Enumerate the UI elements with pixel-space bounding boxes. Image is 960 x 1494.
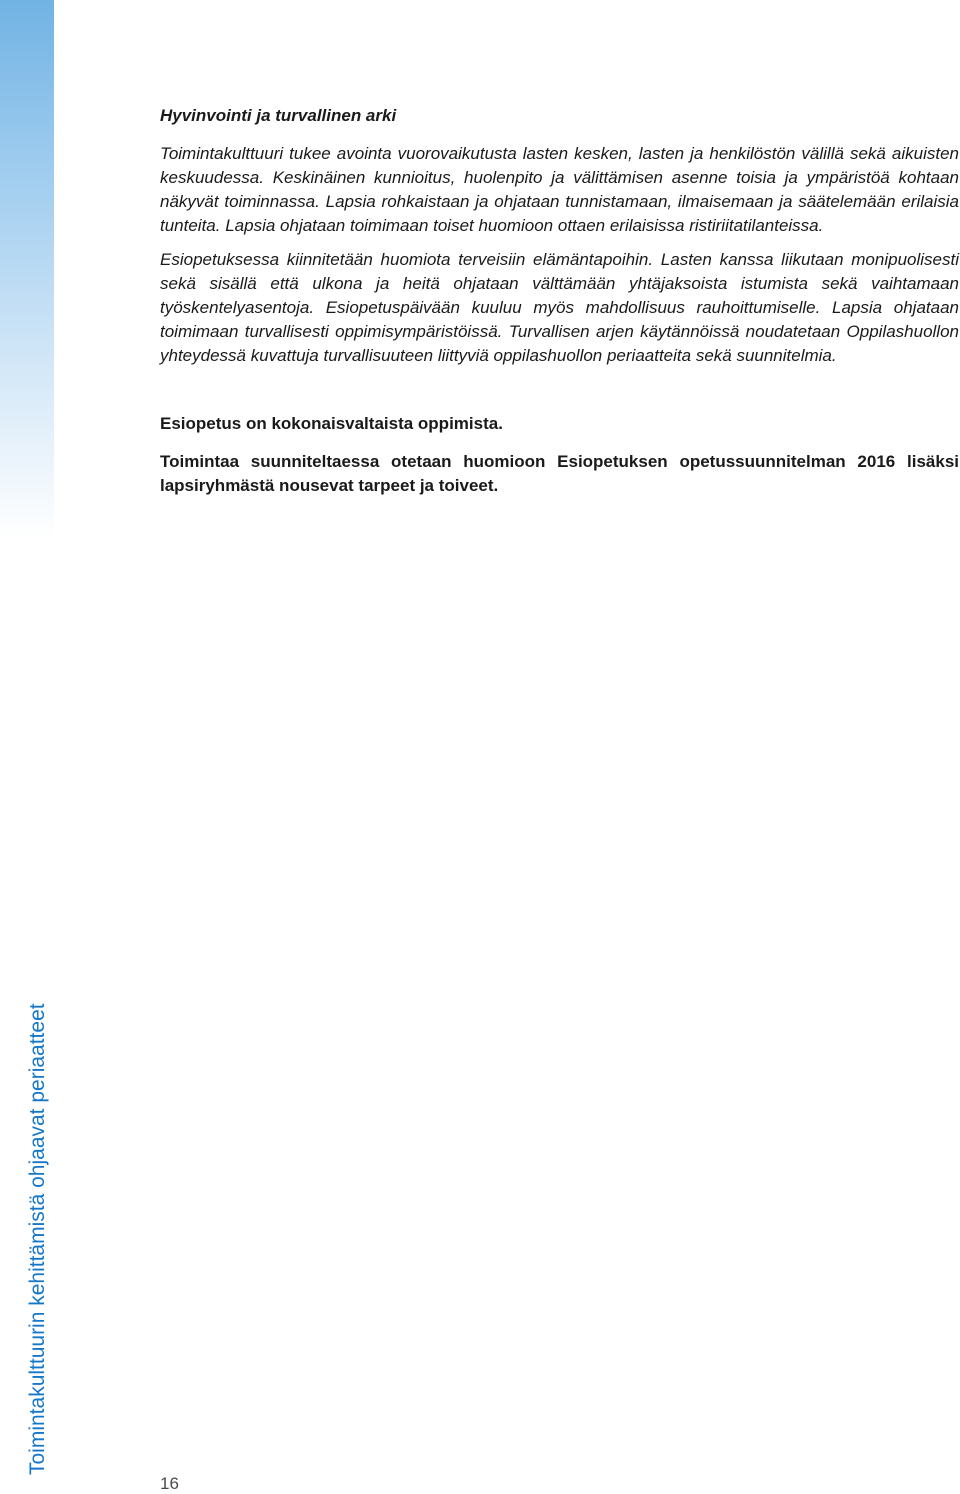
paragraph-healthy-lifestyle: Esiopetuksessa kiinnitetään huomiota terveisiin elämäntapoihin. Lasten kanssa liikutaan monipuolisesti sekä sisällä että ulkona ja heitä ohjataan välttämään yhtäjaksoista istumista sekä vaihtamaan työskentelyasentoja. Esiopetuspäivään kuuluu myös mahdollisuus rauhoittumiselle. Lapsia ohjataan toimimaan turvallisesti oppimisympäristöissä. Turvallisen arjen käytännöissä noudatetaan Oppilashuollon yhteydessä kuvattuja turvallisuuteen liittyviä oppilashuollon periaatteita sekä suunnitelmia. <box>160 250 959 365</box>
side-color-band <box>0 0 54 540</box>
paragraph-planning: Toimintaa suunniteltaessa otetaan huomioon Esiopetuksen opetussuunnitelman 2016 lisäksi lapsiryhmästä nousevat tarpeet ja toiveet. <box>160 452 959 495</box>
page-content <box>160 104 959 498</box>
section-heading-wellbeing: Hyvinvointi ja turvallinen arki <box>160 106 397 125</box>
page-number: 16 <box>160 1474 179 1493</box>
section-heading-holistic-learning: Esiopetus on kokonaisvaltaista oppimista. <box>160 414 503 433</box>
paragraph-interaction: Toimintakulttuuri tukee avointa vuorovaikutusta lasten kesken, lasten ja henkilöstön välillä sekä aikuisten keskuudessa. Keskinäinen kunnioitus, huolenpito ja välittämisen asenne toisia ja ympäristöä kohtaan näkyvät toiminnassa. Lapsia rohkaistaan ja ohjataan tunnistamaan, ilmaisemaan ja säätelemään erilaisia tunteita. Lapsia ohjataan toimimaan toiset huomioon ottaen erilaisissa ristiriitatilanteissa. <box>160 144 959 235</box>
side-running-title: Toimintakulttuurin kehittämistä ohjaavat periaatteet <box>26 1003 49 1475</box>
